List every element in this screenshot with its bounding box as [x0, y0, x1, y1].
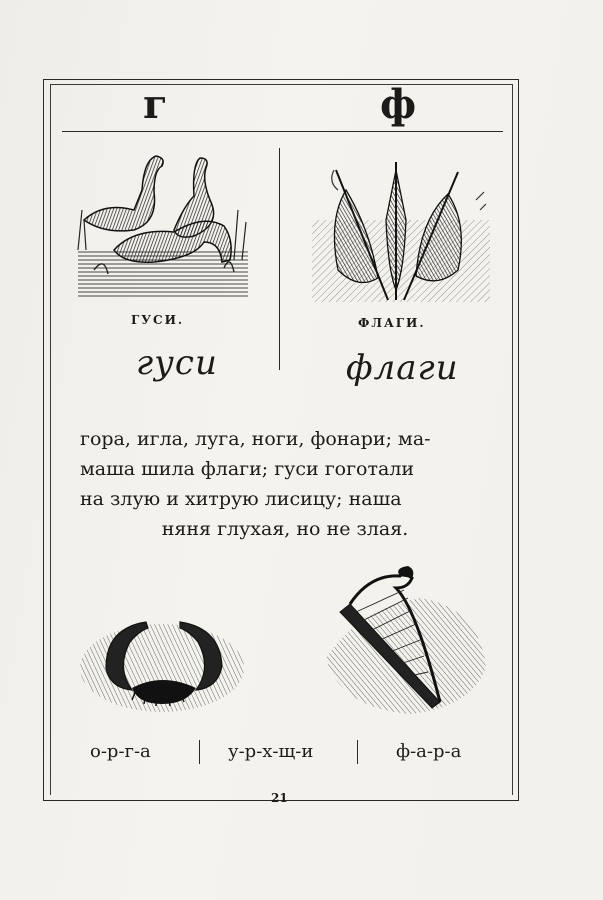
syllable-word: ф-а-р-а	[396, 741, 462, 762]
horns-engraving-icon	[76, 608, 248, 718]
syllable-word: у-р-х-щ-и	[228, 741, 314, 762]
syllable-separator	[357, 740, 358, 764]
footer-rule-left	[43, 800, 265, 801]
footer-rule-right	[290, 800, 519, 801]
caption-geese: ГУСИ.	[131, 313, 185, 327]
flags-engraving-icon	[308, 160, 494, 305]
column-divider	[279, 148, 280, 370]
syllable-word: о-р-г-а	[90, 741, 151, 762]
reading-paragraph	[80, 424, 490, 544]
paragraph-line: гора, игла, луга, ноги, фонари; ма-	[80, 428, 431, 450]
paragraph-line: маша шила флаги; гуси гоготали	[80, 458, 415, 480]
syllable-separator	[199, 740, 200, 764]
harp-engraving-icon	[320, 568, 490, 718]
geese-engraving-icon	[74, 150, 250, 300]
caption-flags: ФЛАГИ.	[358, 316, 426, 330]
header-letter-f: ф	[380, 81, 417, 128]
script-word-flags: флаги	[346, 348, 459, 388]
page-number: 21	[271, 791, 288, 805]
header-letter-g: г	[143, 81, 168, 128]
script-word-geese: гуси	[136, 343, 218, 383]
header-rule	[62, 131, 503, 132]
paragraph-line: на злую и хитрую лисицу; наша	[80, 488, 402, 510]
paragraph-line: няня глухая, но не злая.	[161, 518, 409, 540]
